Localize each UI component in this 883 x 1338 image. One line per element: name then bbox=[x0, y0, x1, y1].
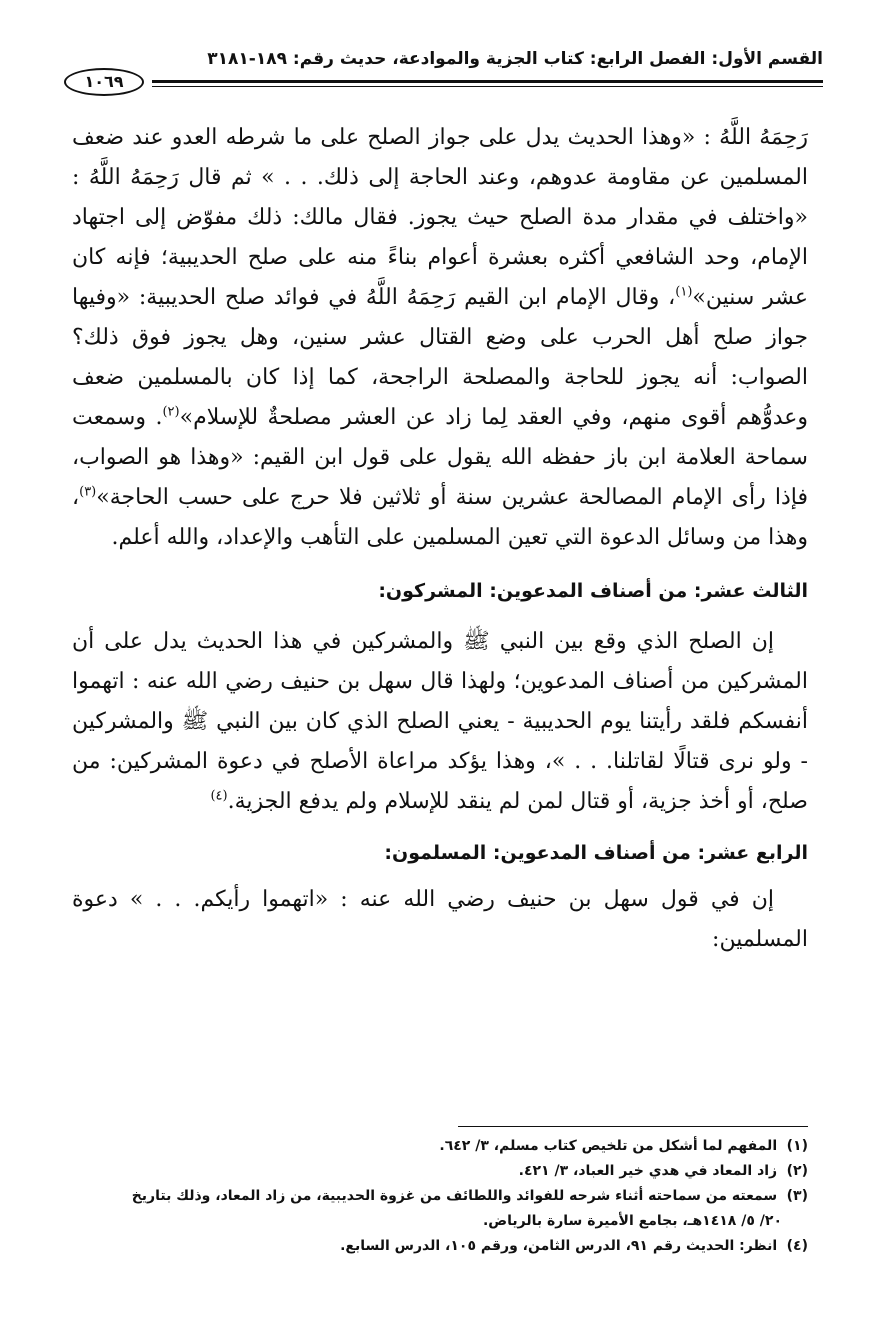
footnote-text: انظر: الحديث رقم ٩١، الدرس الثامن، ورقم ١٠٥، الدرس السابع. bbox=[340, 1238, 778, 1254]
section-14-paragraph bbox=[72, 880, 808, 960]
section-13-text: إن الصلح الذي وقع بين النبي ﷺ والمشركين في هذا الحديث يدل على أن المشركين من أصناف المدعوين؛ ولهذا قال سهل بن حنيف رضي الله عنه : اتهموا أنفسكم فلقد رأيتنا يوم الحديبية - يعني الصلح الذي كان بين النبي ﷺ والمشركين - ولو نرى قتالًا لقاتلنا. . . »، وهذا يؤكد مراعاة الأصلح في دعوة المشركين: من صلح، أو أخذ جزية، أو قتال لمن لم ينقد للإسلام ولم يدفع الجزية. bbox=[72, 629, 808, 814]
header-rule-thin bbox=[152, 86, 823, 87]
footnote-separator bbox=[458, 1126, 808, 1127]
footnote-2 bbox=[72, 1159, 808, 1184]
footnote-ref-3: (٣) bbox=[79, 484, 97, 500]
footnote-ref-4: (٤) bbox=[210, 788, 228, 804]
footnote-1 bbox=[72, 1134, 808, 1159]
footnote-text: زاد المعاد في هدي خير العباد، ٣/ ٤٢١. bbox=[518, 1163, 778, 1179]
section-heading-14: الرابع عشر: من أصناف المدعوين: المسلمون: bbox=[384, 842, 808, 864]
footnotes bbox=[72, 1134, 808, 1259]
running-header bbox=[60, 44, 823, 98]
footnote-text: ٢٠/ ٥/ ١٤١٨هـ، بجامع الأميرة سارة بالرياض. bbox=[482, 1213, 782, 1229]
footnote-number: (٢) bbox=[786, 1163, 808, 1179]
paragraph-middle: ، وقال الإمام ابن القيم رَحِمَهُ اللَّهُ في فوائد صلح الحديبية: «وفيها جواز صلح أهل الحرب على وضع القتال عشر سنين، وهل يجوز فوق ذلك؟ الصواب: أنه يجوز للحاجة والمصلحة الراجحة، كما إذا كان بالمسلمين ضعف وعدوُّهم أقوى منهم، وفي العقد لِما زاد عن العشر مصلحةٌ للإسلام» bbox=[72, 285, 808, 430]
footnote-3 bbox=[72, 1184, 808, 1209]
paragraph-quote bbox=[72, 118, 808, 558]
page-number: ١٠٦٩ bbox=[64, 68, 144, 96]
section-heading-13: الثالث عشر: من أصناف المدعوين: المشركون: bbox=[378, 580, 808, 602]
footnote-number: (٤) bbox=[786, 1238, 808, 1254]
section-13-paragraph bbox=[72, 622, 808, 822]
header-bar bbox=[60, 74, 823, 98]
footnote-text: سمعته من سماحته أثناء شرحه للفوائد واللطائف من غزوة الحديبية، من زاد المعاد، وذلك بتاريخ bbox=[131, 1188, 778, 1204]
paragraph-lead: رَحِمَهُ اللَّهُ : «وهذا الحديث يدل على جواز الصلح على ما شرطه العدو عند ضعف المسلمين عن مقاومة عدوهم، وعند الحاجة إلى ذلك. . . » ثم قال رَحِمَهُ اللَّهُ : «واختلف في مقدار مدة الصلح حيث يجوز. فقال مالك: ذلك مفوّض إلى اجتهاد الإمام، وحد الشافعي أكثره بعشرة أعوام بناءً منه على صلح الحديبية؛ فإنه كان عشر سنين» bbox=[72, 125, 808, 310]
paragraph-middle-2: . وسمعت سماحة العلامة ابن باز حفظه الله يقول على قول ابن القيم: «وهذا هو الصواب، فإذا رأى الإمام المصالحة عشرين سنة أو ثلاثين فلا حرج على حسب الحاجة» bbox=[72, 405, 808, 510]
paragraph-tail: ، وهذا من وسائل الدعوة التي تعين المسلمين على التأهب والإعداد، والله أعلم. bbox=[72, 485, 808, 550]
footnote-number: (١) bbox=[786, 1138, 808, 1154]
section-14-text: إن في قول سهل بن حنيف رضي الله عنه : «اتهموا رأيكم. . . » دعوة المسلمين: bbox=[72, 887, 808, 952]
header-title: القسم الأول: الفصل الرابع: كتاب الجزية والموادعة، حديث رقم: ١٨٩-٣١٨١ bbox=[207, 49, 823, 69]
footnote-number: (٣) bbox=[786, 1188, 808, 1204]
header-rule-thick bbox=[152, 80, 823, 83]
footnote-3-continuation bbox=[72, 1209, 808, 1234]
footnote-4 bbox=[72, 1234, 808, 1259]
footnote-ref-2: (٢) bbox=[162, 404, 180, 420]
main-text bbox=[72, 118, 808, 960]
footnote-text: المفهم لما أشكل من تلخيص كتاب مسلم، ٣/ ٦٤٢. bbox=[439, 1138, 778, 1154]
footnote-ref-1: (١) bbox=[675, 284, 693, 300]
